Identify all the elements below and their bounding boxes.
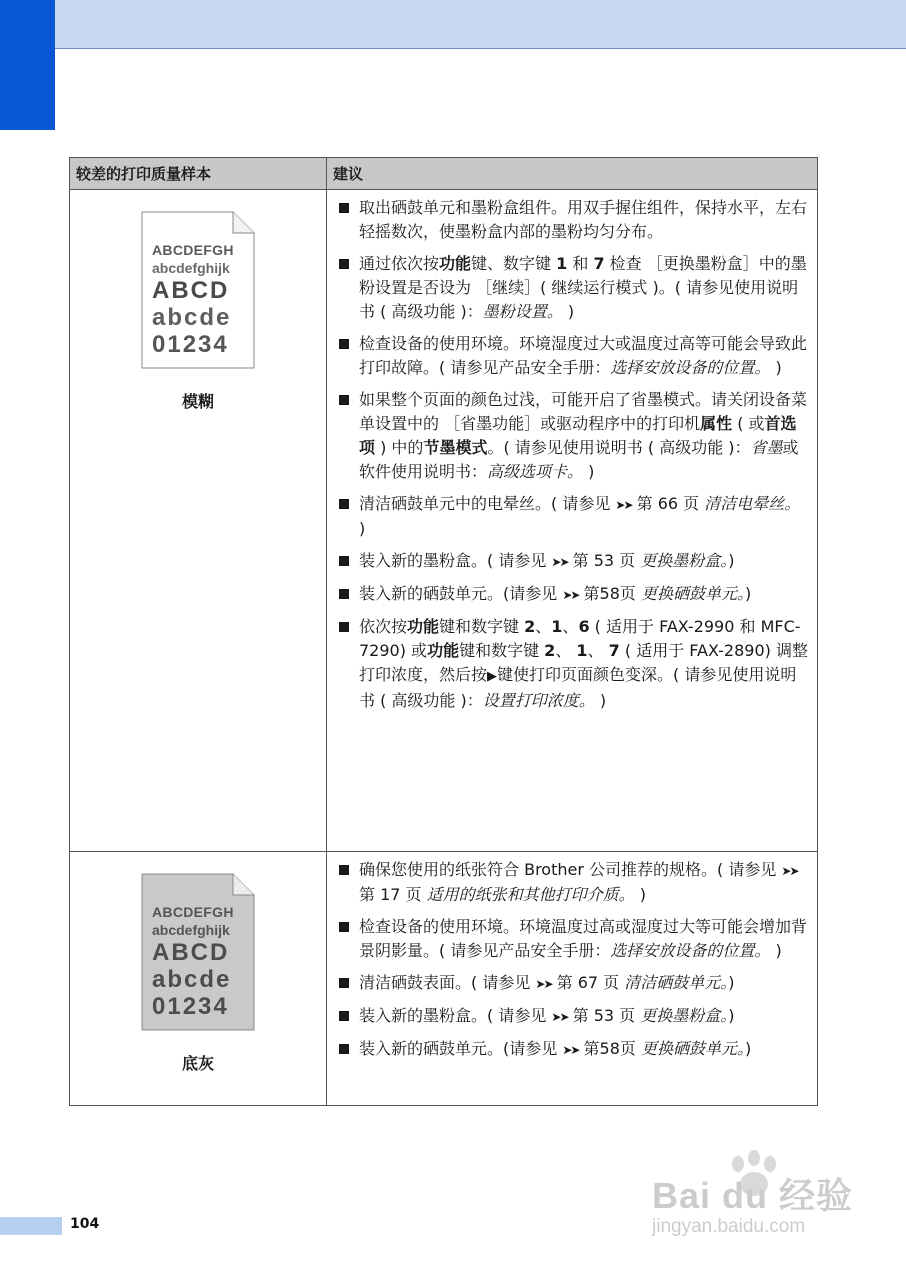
item-text: 第 67 页 [551,973,625,992]
item-text: 键、数字键 [471,254,557,273]
bullet-icon [339,922,349,932]
item-text: 键和数字键 [459,641,545,660]
item-bold: 7 [608,641,620,660]
header-advice: 建议 [327,158,818,190]
item-text: 或软件使用说明书： [359,438,799,481]
list-item [339,858,809,907]
item-text: ) [583,462,595,481]
play-arrow-icon: ▶ [487,669,498,684]
bullet-icon [339,622,349,632]
advice-cell-blur [327,190,818,852]
sample-page-blur [141,211,255,369]
item-text: ( 适用于 FAX-2990 和 MFC-7290) 或 [359,617,801,660]
list-item [339,332,809,380]
sample-text-blur [152,241,252,358]
item-text: 第 66 页 [631,494,705,513]
sample-line-2: abcdefghijk [152,260,230,276]
sample-page-gray [141,873,255,1031]
item-bold: 1 [551,617,563,636]
item-bold: 功能 [407,617,440,636]
item-text: 清洁硒鼓单元中的电晕丝。( 请参见 [359,494,616,513]
item-text: 如果整个页面的颜色过浅，可能开启了省墨模式。请关闭设备菜单设置中的 ［省墨功能］或驱动程序中的打印机 [359,390,808,433]
item-text: 通过依次按 [359,254,440,273]
page-link[interactable]: 清洁硒鼓单元。 [624,973,729,992]
bullet-icon [339,1044,349,1054]
double-arrow-icon: ➤➤ [551,1010,568,1024]
double-arrow-icon: ➤➤ [535,977,552,991]
item-text: 键和数字键 [439,617,525,636]
sample-line-1: ABCDEFGH [152,242,234,258]
page-link[interactable]: 清洁电晕丝。 [704,494,801,513]
sample-line-3: ABCD [152,939,230,966]
top-band [0,0,906,49]
double-arrow-icon: ➤➤ [551,555,568,569]
item-text: 、 [535,617,552,636]
bullet-icon [339,339,349,349]
item-italic: 省墨 [750,438,783,457]
header-sample: 较差的打印质量样本 [70,158,327,190]
list-item [339,915,809,963]
item-bold: 2 [544,641,556,660]
page-link[interactable]: 更换墨粉盒。 [640,551,729,570]
item-text: 键使打印页面颜色变深。( 请参见使用说明书 ( 高级功能 )： [359,665,797,710]
list-item [339,1004,809,1029]
double-arrow-icon: ➤➤ [562,1043,579,1057]
table-row [70,190,818,852]
page-link[interactable]: 更换硒鼓单元。 [641,1039,746,1058]
page-number: 104 [70,1216,100,1232]
item-text: 第 53 页 [567,1006,641,1025]
list-item [339,492,809,541]
item-bold: 功能 [427,641,460,660]
sample-line-1: ABCDEFGH [152,904,234,920]
item-text: ) [770,358,782,377]
sample-cell-gray [70,852,327,1106]
bullet-icon [339,589,349,599]
list-item [339,971,809,996]
sample-label-blur: 模糊 [181,392,214,411]
bullet-icon [339,259,349,269]
item-text: ) [594,691,607,710]
bullet-icon [339,978,349,988]
item-text: ) [745,584,752,603]
item-italic: 墨粉设置。 [482,302,563,321]
item-bold: 功能 [439,254,472,273]
item-text: 装入新的墨粉盒。( 请参见 [359,1006,552,1025]
item-text: 装入新的硒鼓单元。(请参见 [359,1039,563,1058]
bullet-icon [339,865,349,875]
bullet-icon [339,499,349,509]
item-text: 、 [555,641,577,660]
item-text: 。( 请参见使用说明书 ( 高级功能 )： [487,438,751,457]
item-text: ) [562,302,575,321]
list-item [339,388,809,484]
item-text: 取出硒鼓单元和墨粉盒组件。用双手握住组件，保持水平，左右轻摇数次，使墨粉盒内部的墨粉均匀分布。 [359,198,808,241]
sample-label-gray: 底灰 [181,1054,214,1073]
sample-line-5: 01234 [152,331,229,358]
sample-line-3: ABCD [152,277,230,304]
list-item [339,1037,809,1062]
sample-text-gray [152,903,252,1020]
item-bold: 6 [578,617,590,636]
double-arrow-icon: ➤➤ [781,864,798,878]
list-item [339,549,809,574]
item-bold: 7 [593,254,605,273]
item-text: 第58页 [578,584,641,603]
footer-band [0,1217,62,1235]
list-item [339,196,809,244]
watermark-brand: Bai du 经验 [652,1175,854,1216]
item-text: 检查 ［更换墨粉盒］中的墨粉设置是否设为 ［继续］( 继续运行模式 )。( 请参见使用说明书 ( 高级功能 )： [359,254,807,321]
item-bold: 首选项 [359,414,797,457]
bullet-icon [339,1011,349,1021]
item-text: ( 或 [732,414,765,433]
advice-cell-gray [327,852,818,1106]
list-item [339,582,809,607]
page-link[interactable]: 更换墨粉盒。 [640,1006,729,1025]
item-text: 第 17 页 [359,885,427,904]
item-text: 确保您使用的纸张符合 Brother 公司推荐的规格。( 请参见 [359,860,782,879]
item-bold: 1 [576,641,588,660]
item-text: ) [745,1039,752,1058]
sample-line-4: abcde [152,304,232,331]
item-text: ) [770,941,782,960]
item-text: 和 [567,254,594,273]
item-text: 清洁硒鼓表面。( 请参见 [359,973,536,992]
item-text: ) [728,1006,735,1025]
page-link[interactable]: 适用的纸张和其他打印介质。 [426,885,635,904]
item-text: 装入新的墨粉盒。( 请参见 [359,551,552,570]
double-arrow-icon: ➤➤ [562,588,579,602]
bullet-icon [339,556,349,566]
watermark-url: jingyan.baidu.com [652,1216,806,1237]
item-italic: 设置打印浓度。 [482,691,595,710]
item-text: ) [634,885,646,904]
bullet-icon [339,395,349,405]
item-text: ) 中的 [375,438,424,457]
bullet-icon [339,203,349,213]
page-link[interactable]: 更换硒鼓单元。 [641,584,746,603]
item-italic: 选择安放设备的位置。 [610,941,771,960]
item-text: 第58页 [578,1039,641,1058]
table-row [70,852,818,1106]
item-text: 装入新的硒鼓单元。(请参见 [359,584,563,603]
item-text: 、 [587,641,609,660]
item-text: 、 [562,617,579,636]
list-item [339,252,809,324]
item-bold: 节墨模式 [423,438,488,457]
item-text: ) [728,551,735,570]
item-bold: 1 [556,254,568,273]
double-arrow-icon: ➤➤ [615,498,632,512]
item-italic: 高级选项卡。 [487,462,584,481]
sample-line-2: abcdefghijk [152,922,230,938]
item-bold: 2 [524,617,536,636]
item-text: ( 适用于 FAX-2890) 调整打印浓度，然后按 [359,641,808,684]
list-item [339,615,809,713]
table-header-row [70,158,818,190]
baidu-watermark [632,1150,872,1250]
sample-line-5: 01234 [152,993,229,1020]
sample-line-4: abcde [152,966,232,993]
item-italic: 选择安放设备的位置。 [610,358,771,377]
item-text: 依次按 [359,617,408,636]
item-text: ) [359,519,366,538]
print-quality-table [69,157,818,1106]
item-text: 检查设备的使用环境。环境温度过高或湿度过大等可能会增加背景阴影量。( 请参见产品安全手册： [359,917,808,960]
item-text: ) [728,973,735,992]
item-text: 第 53 页 [567,551,641,570]
item-text: 检查设备的使用环境。环境湿度过大或温度过高等可能会导致此打印故障。( 请参见产品安全手册： [359,334,808,377]
item-bold: 属性 [700,414,733,433]
sample-cell-blur [70,190,327,852]
chapter-tab [0,0,55,130]
